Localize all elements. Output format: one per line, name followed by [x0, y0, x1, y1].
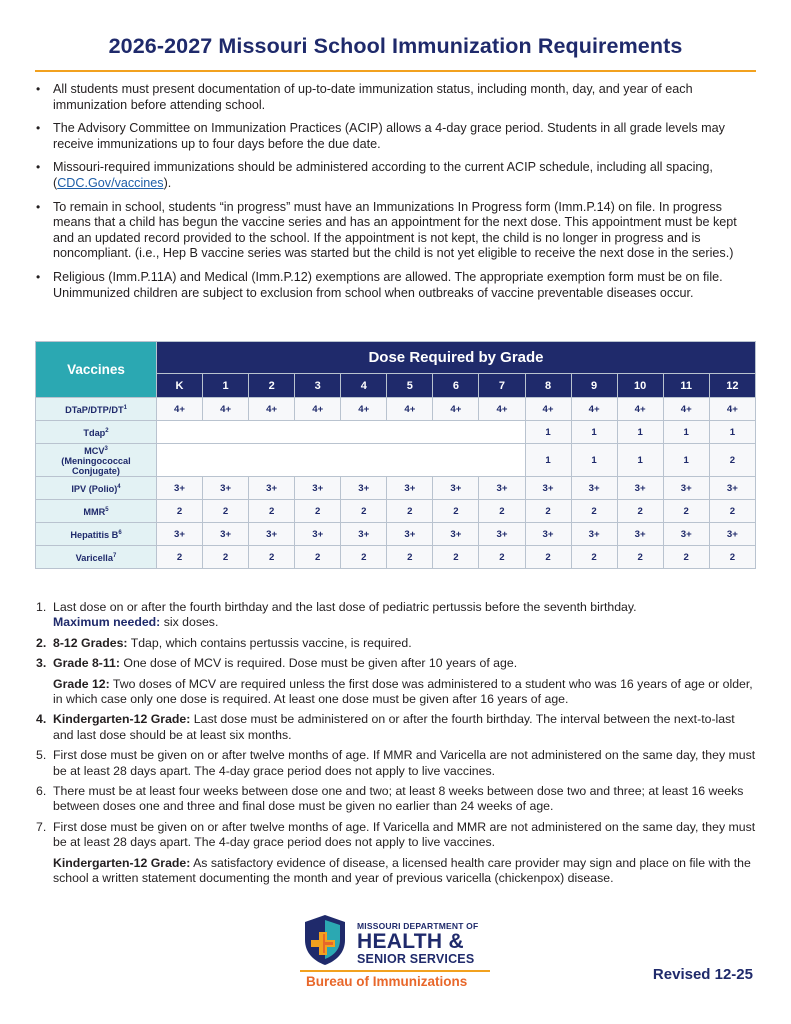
- footnote-number: 4.: [36, 712, 47, 727]
- vaccine-name: [36, 421, 157, 444]
- dose-cell: 4+: [617, 398, 663, 421]
- bullet-item: • The Advisory Committee on Immunization Practices (ACIP) allows a 4-day grace period. Students in all grade levels may receive immunizations up to four days before the due date.: [36, 121, 756, 152]
- dose-cell: 3+: [571, 523, 617, 546]
- bureau-name: Bureau of Immunizations: [306, 974, 468, 989]
- not-required-span: [157, 444, 526, 477]
- dose-required-header: Dose Required by Grade: [157, 342, 756, 374]
- dhss-logo: [300, 912, 500, 992]
- dose-cell: 1: [663, 444, 709, 477]
- footnote-ref: 1: [123, 404, 127, 411]
- bullet-item: [36, 160, 756, 191]
- dose-cell: 3+: [341, 523, 387, 546]
- footnote-text: six doses.: [160, 615, 219, 630]
- dose-cell: 3+: [387, 523, 433, 546]
- dose-cell: 1: [571, 444, 617, 477]
- footnote-6: [36, 784, 756, 815]
- footnote-label: Kindergarten-12 Grade:: [53, 712, 191, 727]
- dose-cell: 2: [157, 546, 203, 569]
- footnote-text: Two doses of MCV are required unless the first dose was administered to a student who was 16 years of age or older, in which case only one dose is required. At least one dose must be given after 16 years of age.: [53, 676, 753, 707]
- dose-cell: 3+: [341, 477, 387, 500]
- dose-cell: 2: [571, 546, 617, 569]
- footnote-label: Maximum needed:: [53, 615, 161, 630]
- bullet-text: Missouri-required immunizations should be administered according to the current ACIP schedule, including all spacing, (: [53, 160, 713, 190]
- title-divider: [35, 70, 756, 72]
- dose-cell: 2: [249, 546, 295, 569]
- footnote-number: 6.: [36, 784, 47, 799]
- footnote-text: Last dose on or after the fourth birthday and the last dose of pediatric pertussis before the seventh birthday.: [53, 600, 637, 614]
- grade-header-cell: 6: [433, 374, 479, 398]
- footnote-label: Grade 8-11:: [53, 656, 120, 671]
- vaccine-row: [36, 477, 756, 500]
- footnote-number: 3.: [36, 656, 47, 671]
- footnote-ref: 6: [118, 530, 122, 537]
- dose-cell: 3+: [617, 477, 663, 500]
- vaccine-name: [36, 444, 157, 477]
- grade-header-cell: 11: [663, 374, 709, 398]
- vaccine-name-detail: (Meningococcal: [61, 456, 131, 467]
- dose-cell: 4+: [709, 398, 755, 421]
- vaccine-name-text: DTaP/DTP/DT: [65, 405, 124, 416]
- vaccine-row: [36, 523, 756, 546]
- vaccine-requirements-table: [35, 341, 756, 569]
- dose-cell: 4+: [433, 398, 479, 421]
- dose-cell: 3+: [479, 523, 525, 546]
- bullet-item: • All students must present documentation of up-to-date immunization status, including month, day, and year of each immunization before attending school.: [36, 82, 756, 113]
- logo-line-1: MISSOURI DEPARTMENT OF: [357, 921, 479, 931]
- grade-header-cell: 1: [203, 374, 249, 398]
- footnote-label: 8-12 Grades:: [53, 635, 128, 650]
- dose-cell: 2: [571, 500, 617, 523]
- page-title: 2026-2027 Missouri School Immunization Requirements: [108, 34, 683, 58]
- dose-cell: 2: [525, 500, 571, 523]
- grade-header-cell: 9: [571, 374, 617, 398]
- dose-cell: 3+: [525, 477, 571, 500]
- dose-cell: 1: [525, 421, 571, 444]
- footnote-7: [36, 820, 756, 851]
- footnote-3: [36, 656, 756, 671]
- vaccine-name-detail: Conjugate): [72, 466, 120, 477]
- vaccine-row: [36, 398, 756, 421]
- dose-cell: 3+: [249, 523, 295, 546]
- dose-cell: 3+: [433, 523, 479, 546]
- footnote-text: First dose must be given on or after twelve months of age. If MMR and Varicella are not administered on the same day, they must be at least 28 days apart. The 4-day grace period does not apply to live vaccines.: [53, 748, 756, 778]
- dose-cell: 2: [433, 546, 479, 569]
- dose-cell: 2: [341, 546, 387, 569]
- grade-header-cell: 4: [341, 374, 387, 398]
- dose-cell: 2: [295, 500, 341, 523]
- dose-cell: 2: [709, 500, 755, 523]
- requirements-bullets: [36, 82, 756, 309]
- grade-header-cell: 5: [387, 374, 433, 398]
- dose-cell: 4+: [387, 398, 433, 421]
- dose-cell: 2: [709, 444, 755, 477]
- dose-cell: 3+: [709, 477, 755, 500]
- dose-cell: 3+: [571, 477, 617, 500]
- dose-cell: 4+: [479, 398, 525, 421]
- vaccine-name: [36, 523, 157, 546]
- bullet-item: • Religious (Imm.P.11A) and Medical (Imm.P.12) exemptions are allowed. The appropriate exemption form must be on file. Unimmunized children are subject to exclusion from school when outbreaks of vaccine preventable diseases occur.: [36, 270, 756, 301]
- dose-cell: 1: [617, 421, 663, 444]
- logo-line-2: HEALTH &: [357, 930, 464, 953]
- vaccine-row: [36, 444, 756, 477]
- footnote-number: 7.: [36, 819, 47, 834]
- footnote-text: Tdap, which contains pertussis vaccine, is required.: [127, 635, 412, 650]
- vaccine-name-text: MCV: [84, 446, 105, 457]
- dose-cell: 2: [387, 546, 433, 569]
- table-body: [36, 398, 756, 569]
- dose-cell: 4+: [157, 398, 203, 421]
- dose-cell: 3+: [295, 477, 341, 500]
- footnote-text: There must be at least four weeks between dose one and two; at least 8 weeks between dose two and three; at least 16 weeks between doses one and three and final dose must be given no earlier than 24 weeks of age.: [53, 784, 744, 814]
- dose-cell: 2: [663, 546, 709, 569]
- dose-cell: 4+: [295, 398, 341, 421]
- footnote-1: [36, 600, 756, 631]
- dose-cell: 2: [203, 500, 249, 523]
- footnotes: [36, 600, 756, 892]
- dose-cell: 2: [433, 500, 479, 523]
- dose-cell: 2: [387, 500, 433, 523]
- vaccine-name-text: Hepatitis B: [70, 530, 119, 541]
- footnote-text: First dose must be given on or after twelve months of age. If Varicella and MMR are not administered on the same day, they must be at least 28 days apart. The 4-day grace period does not apply to live vaccines.: [53, 819, 756, 850]
- footnote-2: [36, 636, 756, 651]
- dose-cell: 2: [249, 500, 295, 523]
- vaccine-row: [36, 546, 756, 569]
- footnote-3-grade12: [36, 677, 756, 708]
- footnote-label: Kindergarten-12 Grade:: [53, 855, 191, 870]
- dose-cell: 4+: [525, 398, 571, 421]
- dose-cell: 2: [295, 546, 341, 569]
- dose-cell: 3+: [709, 523, 755, 546]
- shield-logo-icon: [303, 914, 347, 966]
- dose-cell: 2: [157, 500, 203, 523]
- bullet-text: ).: [163, 175, 172, 190]
- revision-date: Revised 12-25: [652, 966, 753, 983]
- vaccine-name: [36, 546, 157, 569]
- footnote-7-k12: [36, 856, 756, 887]
- grade-header-cell: 10: [617, 374, 663, 398]
- dose-cell: 4+: [341, 398, 387, 421]
- dose-cell: 3+: [617, 523, 663, 546]
- dose-cell: 3+: [479, 477, 525, 500]
- footnote-4: [36, 712, 756, 743]
- footnote-number: 2.: [36, 635, 47, 650]
- logo-divider: [300, 970, 490, 972]
- dose-cell: 2: [341, 500, 387, 523]
- dose-cell: 1: [663, 421, 709, 444]
- vaccine-name: [36, 500, 157, 523]
- vaccine-row: [36, 421, 756, 444]
- dose-cell: 3+: [387, 477, 433, 500]
- footnote-ref: 2: [105, 427, 109, 434]
- dose-cell: 2: [525, 546, 571, 569]
- footnote-number: 1.: [36, 600, 47, 614]
- dose-cell: 3+: [203, 523, 249, 546]
- dose-cell: 1: [709, 421, 755, 444]
- vaccine-name-text: MMR: [83, 507, 106, 518]
- cdc-vaccines-link[interactable]: CDC.Gov/vaccines: [57, 175, 164, 190]
- dose-cell: 4+: [663, 398, 709, 421]
- vaccine-name-text: IPV (Polio): [71, 484, 118, 495]
- dose-cell: 3+: [525, 523, 571, 546]
- dose-cell: 3+: [249, 477, 295, 500]
- bullet-item: • To remain in school, students “in progress” must have an Immunizations In Progress form (Imm.P.14) on file. In progress means that a child has begun the vaccine series and has an appointment for the next dose. This appointment must be kept and an updated record provided to the school. If the appointment is not kept, the child is no longer in progress and is noncompliant. (i.e., Hep B vaccine series was started but the child is not yet eligible to receive the next dose in the series.): [36, 200, 756, 262]
- footnote-text: One dose of MCV is required. Dose must be given after 10 years of age.: [119, 656, 518, 671]
- not-required-span: [157, 421, 526, 444]
- grade-header-cell: 7: [479, 374, 525, 398]
- vaccine-row: [36, 500, 756, 523]
- vaccine-name: [36, 398, 157, 421]
- footnote-ref: 4: [117, 484, 121, 491]
- vaccine-name-text: Varicella: [75, 553, 113, 564]
- vaccine-name: [36, 477, 157, 500]
- dose-cell: 2: [617, 546, 663, 569]
- footnote-ref: 3: [104, 446, 108, 452]
- dose-cell: 3+: [157, 477, 203, 500]
- footnote-label: Grade 12:: [53, 676, 110, 691]
- dose-cell: 4+: [203, 398, 249, 421]
- footnote-number: 5.: [36, 748, 47, 763]
- footnote-ref: 5: [105, 507, 109, 514]
- grade-header-cell: 2: [249, 374, 295, 398]
- grade-header-cell: 12: [709, 374, 755, 398]
- dose-cell: 2: [617, 500, 663, 523]
- dose-cell: 4+: [571, 398, 617, 421]
- dose-cell: 2: [663, 500, 709, 523]
- dose-cell: 4+: [249, 398, 295, 421]
- grade-header-cell: K: [157, 374, 203, 398]
- logo-line-3: SENIOR SERVICES: [357, 952, 475, 966]
- vaccines-header: Vaccines: [36, 342, 157, 398]
- dose-cell: 2: [479, 500, 525, 523]
- grade-header-cell: 3: [295, 374, 341, 398]
- grade-header-cell: 8: [525, 374, 571, 398]
- dose-cell: 1: [617, 444, 663, 477]
- dose-cell: 2: [709, 546, 755, 569]
- dose-cell: 2: [203, 546, 249, 569]
- dose-cell: 3+: [433, 477, 479, 500]
- dose-cell: 2: [479, 546, 525, 569]
- vaccine-name-text: Tdap: [83, 428, 106, 439]
- footnote-text: Last dose must be administered on or after the fourth birthday. The interval between the next-to-last and last dose should be at least six months.: [53, 712, 735, 742]
- dose-cell: 3+: [663, 477, 709, 500]
- footnote-ref: 7: [112, 553, 117, 560]
- dose-cell: 3+: [157, 523, 203, 546]
- dose-cell: 3+: [663, 523, 709, 546]
- footnote-text: As satisfactory evidence of disease, a licensed health care provider may sign and place on file with the school a written statement documenting the month and year of previous varicella (chickenpox) disease.: [53, 855, 751, 886]
- dose-cell: 3+: [203, 477, 249, 500]
- dose-cell: 1: [571, 421, 617, 444]
- footnote-5: [36, 748, 756, 779]
- dose-cell: 3+: [295, 523, 341, 546]
- dose-cell: 1: [525, 444, 571, 477]
